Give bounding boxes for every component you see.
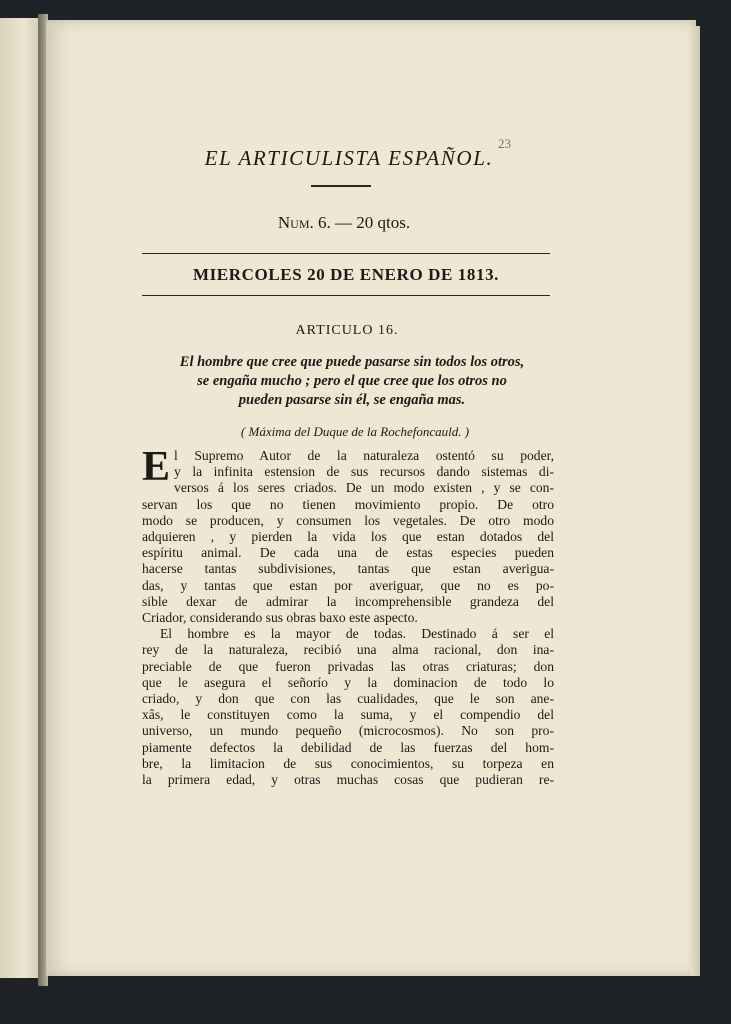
page-content (94, 120, 564, 788)
body-line: versos á los seres criados. De un modo existen , y se con- (174, 480, 554, 496)
epigraph-line: pueden pasarse sin él, se engaña mas. (238, 392, 466, 408)
epigraph (94, 353, 564, 410)
body-line: das, y tantas que estan por averiguar, que no es po- (142, 577, 554, 593)
issue-line (94, 213, 564, 233)
body-line: xâs, le constituyen como la suma, y el compendio del (142, 707, 554, 723)
body-line: rey de la naturaleza, recibió una alma racional, don ina- (142, 642, 554, 658)
body-line: piamente defectos la debilidad de las fuerzas del hom- (142, 739, 554, 755)
issue-number: 6. (318, 213, 331, 232)
epigraph-line: El hombre que cree que puede pasarse sin todos los otros, (179, 354, 525, 370)
epigraph-line: se engaña mucho ; pero el que cree que los otros no (197, 373, 507, 389)
body-line: servan los que no tienen movimiento propio. De otro (142, 496, 554, 512)
body-line: la primera edad, y otras muchas cosas que pudieran re- (142, 772, 554, 788)
title-ornament-rule (311, 185, 371, 187)
body-line: l Supremo Autor de la naturaleza ostentó su poder, (174, 448, 554, 463)
body-line: El hombre es la mayor de todas. Destinado á ser el (160, 626, 554, 642)
body-line: preciable de que fueron privadas las otras criaturas; don (142, 658, 554, 674)
article-heading: ARTICULO 16. (295, 323, 399, 338)
body-line: bre, la limitacion de sus conocimientos, su torpeza en (142, 755, 554, 771)
journal-title: EL ARTICULISTA ESPAÑOL. (204, 146, 494, 170)
body-line: que le asegura el señorío y la dominacion de todo lo (142, 674, 554, 690)
drop-cap: E (142, 444, 171, 490)
rule-bottom (142, 295, 550, 297)
article-body (142, 444, 554, 788)
body-line: y la infinita estension de sus recursos dando sistemas di- (174, 464, 554, 480)
issue-num-label: Num. (277, 213, 314, 232)
corner-page-mark: 23 (498, 136, 511, 151)
body-line: criado, y don que con las cualidades, que le son ane- (142, 691, 554, 707)
right-page-edge (690, 26, 700, 976)
page (46, 20, 696, 976)
body-line: adquieren , y pierden la vida los que estan dotados del (142, 529, 554, 545)
body-line: modo se producen, y consumen los vegetales. De otro modo (142, 512, 554, 528)
body-line: Criador, considerando sus obras baxo este aspecto. (142, 610, 418, 626)
date-line: MIERCOLES 20 DE ENERO DE 1813. (192, 265, 500, 284)
body-line: universo, un mundo pequeño (microcosmos). No son pro- (142, 723, 554, 739)
rule-top (142, 253, 550, 255)
body-line: espíritu animal. De cada una de estas especies pueden (142, 545, 554, 561)
body-line: sible dexar de admirar la incomprehensible grandeza del (142, 593, 554, 609)
issue-price: — 20 qtos. (335, 213, 411, 232)
body-line: hacerse tantas subdivisiones, tantas que estan averigua- (142, 561, 554, 577)
epigraph-attribution: ( Máxima del Duque de la Rochefoncauld. ) (240, 424, 470, 439)
